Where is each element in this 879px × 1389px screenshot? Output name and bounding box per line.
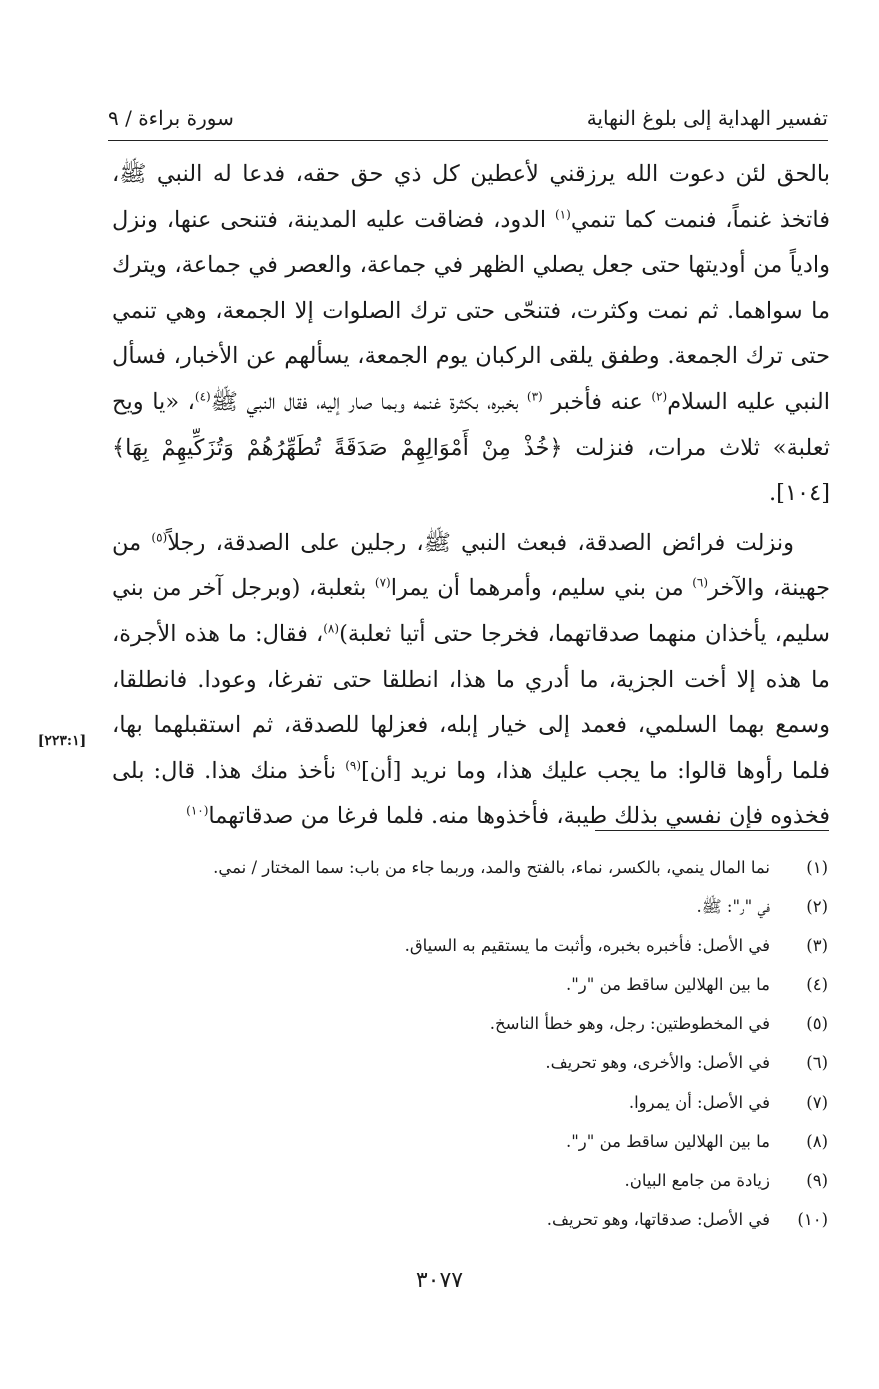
footnote-item xyxy=(112,926,828,965)
footnote-number: (٢) xyxy=(806,897,828,917)
text-segment: بثعلبة، (وبرجل آخر من بني سليم، يأخذان منهما صدقاتهما، فخرجا حتى أتيا ثعلبة) xyxy=(112,575,830,647)
footnote-text: في الأصل: أن يمروا. xyxy=(628,1092,770,1112)
text-segment: ونزلت فرائض الصدقة، فبعث النبي ﷺ، رجلين على الصدقة، رجلاً xyxy=(167,529,794,556)
footnote-ref-5: (٥) xyxy=(151,530,168,545)
text-segment: بالحق لئن دعوت الله يرزقني لأعطين كل ذي حق حقه، فدعا له النبي ﷺ، فاتخذ غنماً، فنمت كما تنمي xyxy=(112,161,830,233)
surah-label: سورة براءة / ٩ xyxy=(108,106,234,130)
footnote-number: (٣) xyxy=(806,936,828,956)
footnote-number: (٩) xyxy=(806,1170,828,1190)
footnote-number: (٤) xyxy=(806,975,828,995)
footnote-ref-4: (٤) xyxy=(194,389,211,404)
footnote-number: (١) xyxy=(806,858,828,877)
text-segment: عنه فأخبر xyxy=(551,388,643,415)
footnote-text: في المخطوطتين: رجل، وهو خطأ الناسخ. xyxy=(489,1014,770,1034)
footnote-item xyxy=(112,848,828,887)
book-title: تفسير الهداية إلى بلوغ النهاية xyxy=(586,106,828,130)
footnote-ref-6: (٦) xyxy=(692,575,709,590)
text-segment: من بني سليم، وأمرهما أن يمرا xyxy=(390,575,684,602)
footnote-text: زيادة من جامع البيان. xyxy=(624,1170,770,1190)
footnote-ref-8: (٨) xyxy=(323,621,340,636)
paragraph-1 xyxy=(112,152,830,517)
footnote-item xyxy=(112,1122,828,1161)
footnote-item xyxy=(112,1161,828,1200)
footnote-number: (٧) xyxy=(806,1092,828,1112)
footnote-text: في الأصل: والأخرى، وهو تحريف. xyxy=(545,1053,770,1073)
footnote-item xyxy=(112,1200,828,1239)
footnote-item xyxy=(112,1043,828,1082)
header-divider xyxy=(108,140,828,141)
footnote-divider xyxy=(595,830,829,831)
footnote-text: في الأصل: فأخبره بخبره، وأثبت ما يستقيم به السياق. xyxy=(404,936,770,956)
text-segment: نأخذ منك هذا. قال: بلى فخذوه فإن نفسي بذلك طيبة، فأخذوها منه. فلما فرغا من صدقاتهما xyxy=(112,757,830,830)
text-segment: الدود، فضاقت عليه المدينة، فتنحى عنها، ونزل وادياً من أوديتها حتى جعل يصلي الظهر في جماعة، والعصر في جماعة، ويترك ما سواهما. ثم نمت وكثرت، فتنحّى حتى ترك الصلوات إلا الجمعة، وهي تنمي حتى ترك الجمعة. وطفق يلقى الركبان يوم الجمعة، يسألهم عن الأخبار، فسأل النبي عليه السلام xyxy=(112,206,830,415)
main-text xyxy=(112,152,830,840)
text-segment: ، «يا ويح ثعلبة» ثلاث مرات، فنزلت ﴿خُذْ مِنْ أَمْوَالِهِمْ صَدَقَةً تُطَهِّرُهُمْ وَتُزَكِّيهِمْ بِهَا﴾ [١٠٤]. xyxy=(112,388,830,507)
footnote-text: ما بين الهلالين ساقط من "ر". xyxy=(565,1131,770,1151)
footnote-ref-3: (٣) xyxy=(526,389,543,404)
footnote-text: ما بين الهلالين ساقط من "ر". xyxy=(565,975,770,995)
footnote-number: (١٠) xyxy=(797,1209,828,1229)
footnote-number: (٨) xyxy=(806,1131,828,1151)
text-segment: بخبره، بكثرة غنمه وبما صار إليه، فقال النبي ﷺ xyxy=(210,388,519,415)
footnote-number: (٥) xyxy=(806,1014,828,1034)
paragraph-2 xyxy=(112,521,830,840)
footnote-ref-9: (٩) xyxy=(345,758,362,773)
footnote-ref-10: (١٠) xyxy=(186,803,209,818)
footnote-text: في "ر": ﷺ. xyxy=(696,897,770,917)
footnote-item xyxy=(112,965,828,1004)
text-segment: من جهينة، والآخر xyxy=(112,529,831,602)
footnote-ref-1: (١) xyxy=(554,207,571,222)
page-number: ٣٠٧٧ xyxy=(415,1268,464,1293)
footnote-text: في الأصل: صدقاتها، وهو تحريف. xyxy=(546,1209,770,1229)
footnotes-list xyxy=(112,848,828,1239)
footnote-item xyxy=(112,887,828,926)
footnote-text: نما المال ينمي، بالكسر، نماء، بالفتح والمد، وربما جاء من باب: سما المختار / نمي. xyxy=(213,858,770,877)
text-segment: ، فقال: ما هذه الأجرة، ما هذه إلا أخت الجزية، ما أدري ما هذا، انطلقا حتى تفرغا، وعودا. فانطلقا، وسمع بهما السلمي، فعمد إلى خيار إبله، فعزلها للصدقة، ثم استقبلهما بها، فلما رأوها قالوا: ما يجب عليك هذا، وما نريد [أن] xyxy=(112,620,830,784)
footnote-ref-7: (٧) xyxy=(374,575,391,590)
footnote-item xyxy=(112,1083,828,1122)
running-header xyxy=(108,100,828,140)
footnote-ref-2: (٢) xyxy=(651,389,668,404)
footnote-number: (٦) xyxy=(806,1053,828,1073)
manuscript-folio-reference: [٢٢٣:١] xyxy=(37,733,87,749)
footnote-item xyxy=(112,1004,828,1043)
